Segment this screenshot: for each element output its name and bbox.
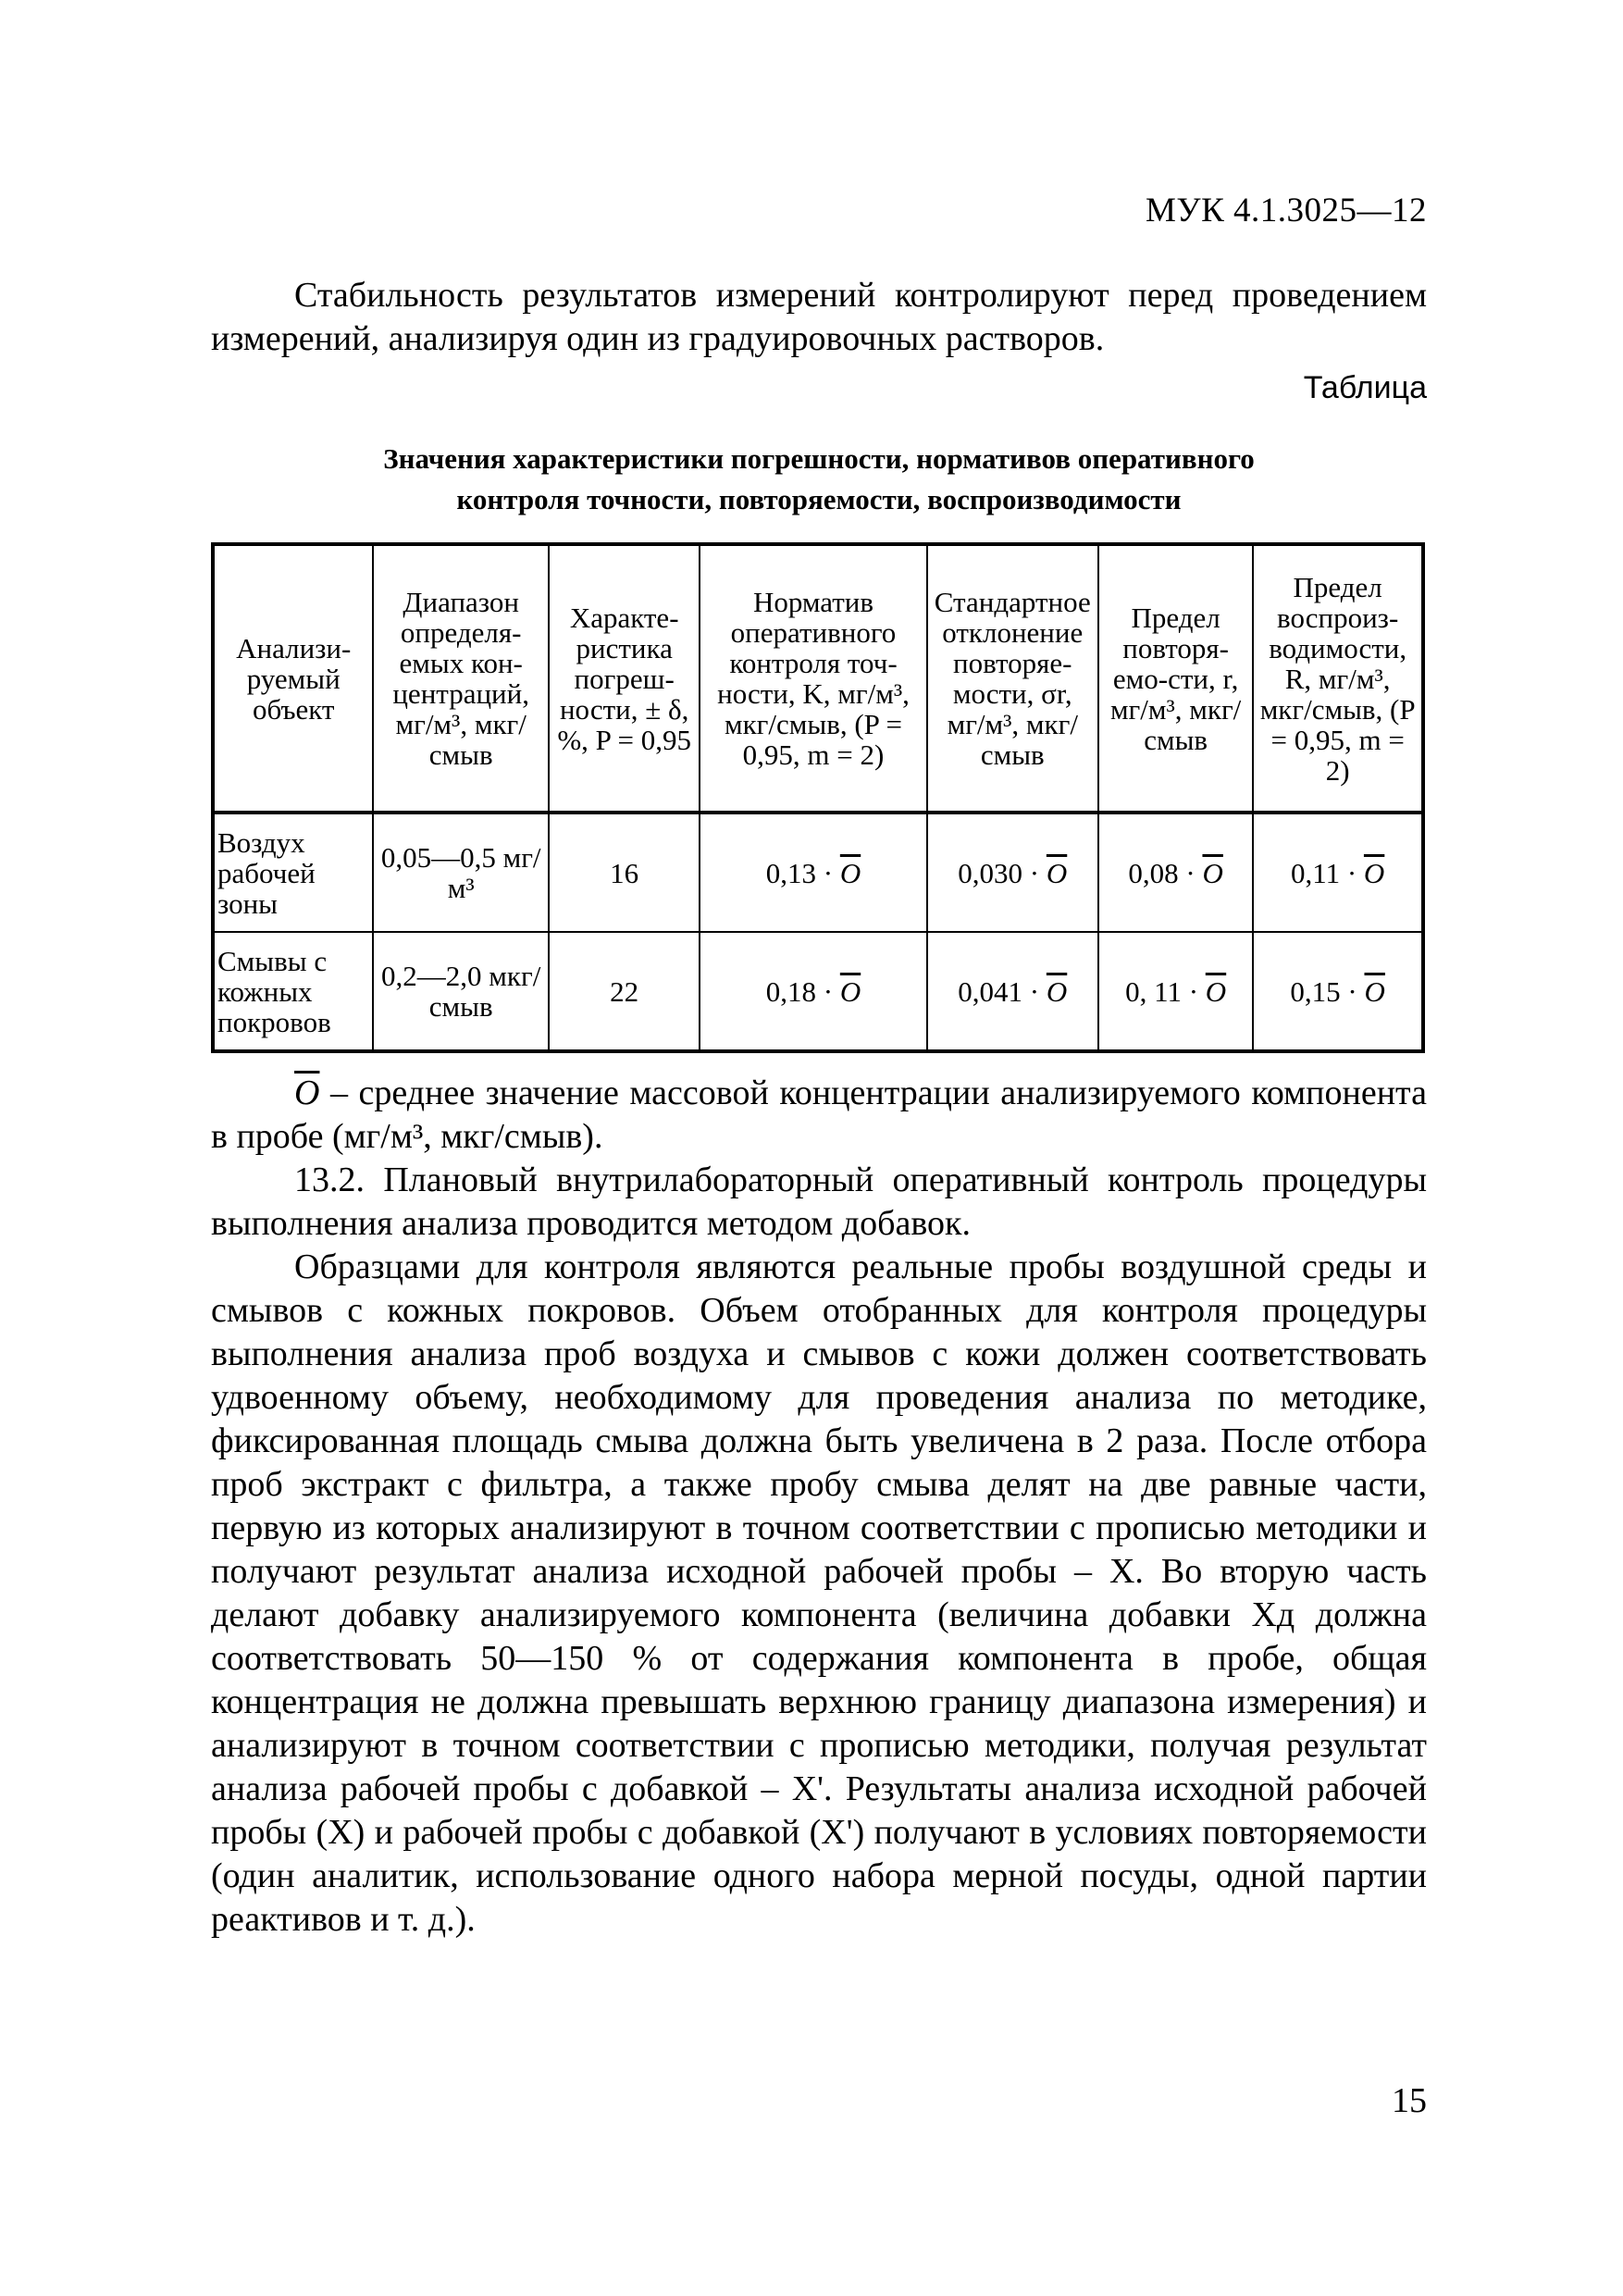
notes-block xyxy=(211,1072,1427,1942)
table-title-line1: Значения характеристики погрешности, нормативов оперативного xyxy=(383,442,1255,475)
cell-range: 0,2—2,0 мкг/смыв xyxy=(373,932,549,1051)
header-object: Анализируемый объект xyxy=(213,544,373,813)
o-definition-text: – среднее значение массовой концентрации анализируемого компонента в пробе (мг/м³, мкг/смыв). xyxy=(211,1074,1427,1156)
cell-object: Смывы с кожных покровов xyxy=(213,932,373,1051)
o-mean-symbol: $\overline{O}$ xyxy=(1202,856,1223,889)
o-mean-symbol: $\overline{O}$ xyxy=(294,1074,320,1112)
cell-object: Воздух рабочей зоны xyxy=(213,813,373,932)
r-coef: 0, 11 · xyxy=(1125,974,1199,1008)
table-row xyxy=(213,813,1423,932)
intro-paragraph xyxy=(211,274,1427,361)
header-repeatability-limit: Предел повторяемо-сти, r, мг/м³, мкг/смыв xyxy=(1098,544,1253,813)
R-coef: 0,11 · xyxy=(1290,856,1357,889)
o-mean-symbol: $\overline{O}$ xyxy=(1363,856,1385,889)
header-range: Диапазон определяемых концентраций, мг/м³, мкг/смыв xyxy=(373,544,549,813)
table-header-row xyxy=(213,544,1423,813)
cell-sigma xyxy=(927,932,1098,1051)
table-row xyxy=(213,932,1423,1051)
o-mean-symbol: $\overline{O}$ xyxy=(1364,974,1385,1008)
o-mean-symbol: $\overline{O}$ xyxy=(1046,856,1068,889)
table-title-line2: контроля точности, повторяемости, воспроизводимости xyxy=(456,483,1182,515)
sigma-coef: 0,030 · xyxy=(958,856,1040,889)
page-number: 15 xyxy=(1392,2081,1427,2120)
header-k-norm: Норматив оперативного контроля точности, K, мг/м³, мкг/смыв, (P = 0,95, m = 2) xyxy=(700,544,926,813)
header-sigma: Стандартное отклонение повторяемости, σr, мг/м³, мкг/смыв xyxy=(927,544,1098,813)
cell-error: 22 xyxy=(549,932,700,1051)
k-coef: 0,13 · xyxy=(765,856,834,889)
cell-range: 0,05—0,5 мг/м³ xyxy=(373,813,549,932)
cell-R xyxy=(1253,813,1423,932)
table-label: Таблица xyxy=(1303,370,1427,405)
samples-paragraph: Образцами для контроля являются реальные пробы воздушной среды и смывов с кожных покровов. Объем отобранных для контроля процедуры выполнения анализа проб воздуха и смывов с кожи должен соответствовать удвоенному объему, необходимому для проведения анализа по методике, фиксированная площадь смыва должна быть увеличена в 2 раза. После отбора проб экстракт с фильтра, а также пробу смыва делят на две равные части, первую из которых анализируют в точном соответствии с прописью методики и получают результат анализа исходной рабочей пробы – X. Во вторую часть делают добавку анализируемого компонента (величина добавки Xд должна соответствовать 50—150 % от содержания компонента в пробе, общая концентрация не должна превышать верхнюю границу диапазона измерения) и анализируют в точном соответствии с прописью методики, получая результат анализа рабочей пробы с добавкой – X'. Результаты анализа исходной рабочей пробы (X) и рабочей пробы с добавкой (X') получают в условиях повторяемости (один аналитик, использование одного набора мерной посуды, одной партии реактивов и т. д.). xyxy=(211,1247,1427,1939)
R-coef: 0,15 · xyxy=(1290,974,1357,1008)
cell-error: 16 xyxy=(549,813,700,932)
section-13-2: 13.2. Плановый внутрилабораторный оперативный контроль процедуры выполнения анализа проводится методом добавок. xyxy=(211,1160,1427,1243)
cell-r xyxy=(1098,813,1253,932)
cell-r xyxy=(1098,932,1253,1051)
k-coef: 0,18 · xyxy=(765,974,834,1008)
o-mean-symbol: $\overline{O}$ xyxy=(839,974,861,1008)
error-characteristics-table xyxy=(211,542,1425,1053)
o-mean-symbol: $\overline{O}$ xyxy=(1205,974,1227,1008)
header-reproducibility-limit: Предел воспроизводимости, R, мг/м³, мкг/смыв, (P = 0,95, m = 2) xyxy=(1253,544,1423,813)
cell-k xyxy=(700,932,926,1051)
document-code: МУК 4.1.3025—12 xyxy=(1145,192,1427,230)
cell-R xyxy=(1253,932,1423,1051)
o-definition xyxy=(211,1072,1427,1159)
r-coef: 0,08 · xyxy=(1128,856,1196,889)
cell-k xyxy=(700,813,926,932)
header-error: Характеристика погрешности, ± δ, %, P = 0,95 xyxy=(549,544,700,813)
intro-text: Стабильность результатов измерений контролируют перед проведением измерений, анализируя один из градуировочных растворов. xyxy=(211,276,1427,358)
o-mean-symbol: $\overline{O}$ xyxy=(839,856,861,889)
o-mean-symbol: $\overline{O}$ xyxy=(1046,974,1068,1008)
table-title xyxy=(211,439,1427,520)
cell-sigma xyxy=(927,813,1098,932)
sigma-coef: 0,041 · xyxy=(958,974,1040,1008)
